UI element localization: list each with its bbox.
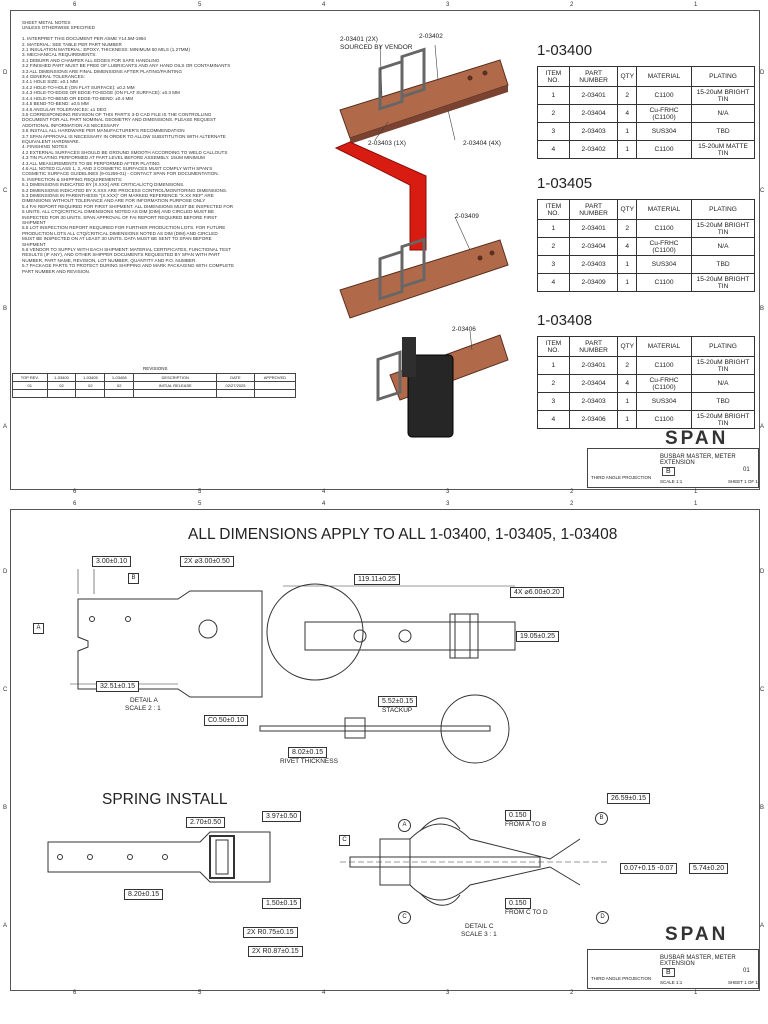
note-line: 3.4.1 HOLE SIZE: ±0.1 MM	[22, 79, 78, 85]
zone-label-bottom: 1	[694, 489, 698, 495]
detail-c-scale: SCALE 3 : 1	[461, 931, 497, 938]
bom-row	[538, 238, 755, 256]
bom-header: MATERIAL	[637, 200, 692, 220]
bom-cell: 2-03404	[569, 105, 618, 123]
title-block-size: B	[662, 467, 675, 476]
note-line: 3.3 ALL DIMENSIONS ARE FINAL DIMENSIONS AFTER PLATING/PAINTING	[22, 68, 183, 74]
bom-header: ITEM NO.	[538, 200, 570, 220]
title-block	[587, 448, 759, 488]
bom-cell: 15-20uM BRIGHT TIN	[692, 87, 755, 105]
zone-label-bottom: 4	[322, 990, 326, 996]
bom-cell: SUS304	[637, 256, 692, 274]
rev-header: 1-03400	[47, 374, 76, 382]
zone-label-side: B	[760, 805, 765, 811]
fcf-0-150-c-to-d: 0.150	[505, 898, 531, 909]
dim-2x-r0-75: 2X R0.75±0.15	[243, 927, 298, 938]
bom-header: PLATING	[692, 200, 755, 220]
note-line: SHIPMENT	[22, 241, 46, 247]
rev-cell: 02	[105, 382, 134, 390]
point-a-marker: A	[398, 819, 411, 832]
note-line: 3.4.4 HOLE-TO-BEND OR EDGE-TO-BEND: ±0.4 MM	[22, 95, 134, 101]
datum-c: C	[339, 835, 350, 846]
bom-cell: 15-20uM BRIGHT TIN	[692, 274, 755, 292]
rev-empty	[13, 390, 48, 398]
bom-cell: C1100	[637, 357, 692, 375]
bom-cell: 2	[538, 105, 570, 123]
bom-cell: 3	[538, 393, 570, 411]
spring-install-heading: SPRING INSTALL	[102, 791, 228, 808]
bom-cell: N/A	[692, 105, 755, 123]
zone-label-side: B	[3, 306, 8, 312]
drawing-sheet-1	[0, 0, 768, 498]
bom-cell: 2-03404	[569, 238, 618, 256]
bom-cell: 1	[618, 123, 637, 141]
rev-empty	[217, 390, 255, 398]
callout-2-03401: 2-03401 (2X)	[340, 36, 378, 43]
bom-header: ITEM NO.	[538, 67, 570, 87]
bom-cell: 4	[538, 141, 570, 159]
rev-empty	[105, 390, 134, 398]
dim-5-74: 5.74±0.20	[689, 863, 728, 874]
note-line: 2.1 INSULATION MATERIAL: EPOXY, THICKNESS: MINIMUM 50 MILS (1.27MM)	[22, 47, 190, 53]
bom-table	[537, 199, 755, 292]
bom-cell: Cu-FRHC (C1100)	[637, 238, 692, 256]
bom-cell: 2-03403	[569, 123, 618, 141]
rev-header: DATE	[217, 374, 255, 382]
bom-header: PLATING	[692, 67, 755, 87]
bom-cell: 2-03402	[569, 141, 618, 159]
zone-label-side: C	[3, 188, 8, 194]
bom-cell: 2-03403	[569, 256, 618, 274]
point-d-marker: D	[596, 911, 609, 924]
dim-0-07: 0.07+0.15 -0.07	[620, 863, 677, 874]
bom-cell: 2	[538, 375, 570, 393]
point-b-marker: B	[595, 812, 608, 825]
bom-cell: 2-03401	[569, 87, 618, 105]
note-line: 5.7 PACKAGE PARTS TO PROTECT DURING SHIPPING AND MARK PACKAGING WITH COMPLETE	[22, 263, 235, 269]
note-line: 5.2 DIMENSIONS INDICATED BY X.XXX ARE PROCESS CONTROL/MONITORING DIMENSIONS.	[22, 187, 228, 193]
bom-cell: Cu-FRHC (C1100)	[637, 105, 692, 123]
note-line: 4. FINISHING NOTES	[22, 144, 68, 150]
rev-header: DESCRIPTION	[134, 374, 217, 382]
dim-8-02: 8.02±0.15	[288, 747, 327, 758]
rev-header: APPROVED	[254, 374, 295, 382]
bom-cell: 2	[618, 87, 637, 105]
note-line: 3.6 INSTALL ALL HARDWARE PER MANUFACTURER'S RECOMMENDATION	[22, 128, 185, 134]
zone-label-bottom: 4	[322, 489, 326, 495]
note-line: 1. INTERPRET THIS DOCUMENT PER ASME Y14.5M-1994	[22, 36, 146, 42]
note-line: SHEET METAL NOTES	[22, 20, 71, 25]
zone-label-bottom: 5	[198, 990, 202, 996]
dim-3-00: 3.00±0.10	[92, 556, 131, 567]
bom-cell: 2	[618, 357, 637, 375]
zone-label-top: 4	[322, 2, 326, 8]
note-line: 3.2 FINISHED PART MUST BE FREE OF LUBRICANTS AND ANY HAND OILS OR CONTAMINANTS	[22, 63, 231, 69]
title-block-sheet: SHEET 1 OF 1	[728, 980, 758, 985]
zone-label-side: D	[760, 569, 765, 575]
zone-label-bottom: 3	[446, 990, 450, 996]
bom-header: PLATING	[692, 337, 755, 357]
bom-row	[538, 141, 755, 159]
bom-cell: 2	[618, 220, 637, 238]
bom-row	[538, 411, 755, 429]
zone-label-side: A	[760, 923, 765, 929]
bom-table	[537, 336, 755, 429]
note-line: ADDITIONAL INFORMATION AS NECESSARY	[22, 122, 120, 128]
bom-cell: 2-03401	[569, 357, 618, 375]
zone-label-top: 6	[73, 2, 77, 8]
note-line: 3.4.3 HOLE-TO-EDGE OR EDGE-TO-EDGE (ON FLAT SURFACE): ±0.3 MM	[22, 90, 180, 96]
bom-header: PART NUMBER	[569, 67, 618, 87]
zone-label-top: 3	[446, 2, 450, 8]
rev-empty	[134, 390, 217, 398]
note-line: NUMBER, PART NAME, REVISION, LOT NUMBER, QUANTITY AND P.O. NUMBER.	[22, 257, 197, 263]
title-block-rev: 01	[743, 968, 750, 974]
zone-label-top: 6	[73, 501, 77, 507]
rev-header: TOP REV.	[13, 374, 48, 382]
zone-label-bottom: 6	[73, 489, 77, 495]
bom-row	[538, 357, 755, 375]
rev-empty	[47, 390, 76, 398]
bom-cell: Cu-FRHC (C1100)	[637, 375, 692, 393]
bom-cell: TBD	[692, 123, 755, 141]
callout-2-03402: 2-03402	[419, 33, 443, 40]
dim-5-52-stackup: 5.52±0.15	[378, 696, 417, 707]
dim-c0-50: C0.50±0.10	[204, 715, 248, 726]
note-line: 2. MATERIAL: SEE TABLE PER PART NUMBER	[22, 41, 122, 47]
dim-119-11: 119.11±0.25	[354, 574, 400, 585]
rev-empty	[76, 390, 105, 398]
note-line: 4.2 EXTERNAL SURFACES SHOULD BE GROUND SMOOTH ACCORDING TO WELD CALLOUTS	[22, 149, 228, 155]
dim-2-70: 2.70±0.50	[186, 817, 225, 828]
zone-label-side: A	[3, 923, 8, 929]
bom-cell: 4	[618, 375, 637, 393]
note-line: 5. INSPECTION & SHIPPING REQUIREMENTS:	[22, 176, 123, 182]
note-line: PART NUMBER AND REVISION.	[22, 268, 91, 274]
note-line: DOCUMENT FOR ALL PART NOMINAL GEOMETRY AND DIMENSIONS. PLEASE REQUEST	[22, 117, 216, 123]
bom-row	[538, 220, 755, 238]
zone-label-bottom: 6	[73, 990, 77, 996]
note-line: 3.5 CORRESPONDING REVISION OF THIS PART'S 3-D CAD FILE IS THE CONTROLLING	[22, 111, 212, 117]
bom-cell: SUS304	[637, 123, 692, 141]
note-line: 4.6 ALL NOTED CLASS 1, 2, AND 3 COSMETIC SURFACES MUST COMPLY WITH SPAN'S	[22, 165, 213, 171]
dim-2x-r0-87: 2X R0.87±0.15	[248, 946, 303, 957]
bom-cell: 4	[618, 238, 637, 256]
stackup-label: STACKUP	[382, 707, 413, 714]
bom-cell: 15-20uM MATTE TIN	[692, 141, 755, 159]
bom-cell: 2-03403	[569, 393, 618, 411]
note-line: 5.5 LOT INSPECTION REPORT REQUIRED FOR FURTHER PRODUCTION LOTS. FOR FUTURE	[22, 225, 226, 231]
bom-header: MATERIAL	[637, 337, 692, 357]
bom-header: PART NUMBER	[569, 337, 618, 357]
zone-label-side: B	[760, 306, 765, 312]
rev-cell	[254, 382, 295, 390]
bom-row	[538, 274, 755, 292]
bom-row	[538, 123, 755, 141]
note-line: 5.6 VENDOR TO SUPPLY WITH EACH SHIPMENT: MATERIAL CERTIFICATES, FUNCTIONAL TEST	[22, 247, 232, 253]
zone-label-top: 5	[198, 501, 202, 507]
bom-cell: 1	[618, 141, 637, 159]
zone-label-bottom: 3	[446, 489, 450, 495]
callout-2-03404: 2-03404 (4X)	[463, 140, 501, 147]
bom-cell: C1100	[637, 274, 692, 292]
zone-label-side: A	[3, 424, 8, 430]
bom-row	[538, 393, 755, 411]
bom-cell: C1100	[637, 220, 692, 238]
note-line: 5 UNITS. ALL CTQ/CRITICAL DIMENSIONS NOTED AS DIM (DIM) AND CIRCLED MUST BE	[22, 209, 215, 215]
title-block-projection: THIRD ANGLE PROJECTION	[591, 976, 652, 981]
dim-8-20: 8.20±0.15	[124, 889, 163, 900]
bom-cell: N/A	[692, 238, 755, 256]
zone-label-side: B	[3, 805, 8, 811]
bom-cell: 2	[538, 238, 570, 256]
note-line: EQUIVALENT HARDWARE.	[22, 138, 80, 144]
note-line: 3. MECHANICAL REQUIREMENTS:	[22, 52, 97, 58]
note-line: 3.4.5 BEND-TO-BEND: ±0.5 MM	[22, 101, 89, 107]
busbar-flat-view	[30, 559, 270, 709]
sheet-metal-notes	[22, 20, 312, 274]
bom-cell: 4	[618, 105, 637, 123]
note-line: 3.7 SPAN APPROVAL IS NECESSARY IN ORDER TO ALLOW SUBSTITUTION WITH ALTERNATE	[22, 133, 226, 139]
assembly-title: 1-03405	[537, 175, 593, 192]
zone-label-side: C	[3, 687, 8, 693]
note-line: DIMENSIONS WITHOUT TOLERANCE AND ARE FOR INFORMATION PURPOSE ONLY	[22, 198, 206, 204]
note-line: PRODUCTION LOTS ALL CTQ/CRITICAL DIMENSIONS NOTED AS DIM (DIM) AND CIRCLED	[22, 230, 218, 236]
note-line: RESULTS (IF ANY), AND OTHER SHIPPER DOCUMENTS REQUESTED BY SPAN WITH PART	[22, 252, 221, 258]
bom-cell: 3	[538, 123, 570, 141]
note-line: SHIPMENT	[22, 220, 46, 226]
bom-cell: 2-03401	[569, 220, 618, 238]
bom-cell: TBD	[692, 393, 755, 411]
bom-cell: 1	[538, 220, 570, 238]
zone-label-top: 1	[694, 501, 698, 507]
bom-cell: 1	[538, 357, 570, 375]
spring-install-plan-view	[40, 824, 290, 934]
from-a-to-b: FROM A TO B	[505, 821, 547, 828]
bom-cell: TBD	[692, 256, 755, 274]
rev-cell: INITIAL RELEASE	[134, 382, 217, 390]
dim-3-97: 3.97±0.50	[262, 811, 301, 822]
revisions-title: REVISIONS	[143, 366, 168, 371]
bom-row	[538, 105, 755, 123]
note-line: 3.4.6 ANGULAR TOLERANCES: ±1 DEG	[22, 106, 107, 112]
zone-label-bottom: 5	[198, 489, 202, 495]
bom-row	[538, 256, 755, 274]
zone-label-top: 3	[446, 501, 450, 507]
assembly-render-1-03405	[330, 140, 530, 330]
zone-label-side: D	[3, 70, 8, 76]
bom-row	[538, 375, 755, 393]
bom-header: QTY	[618, 67, 637, 87]
zone-label-bottom: 2	[570, 489, 574, 495]
rev-empty	[254, 390, 295, 398]
rev-header: 1-03408	[105, 374, 134, 382]
datum-a: A	[33, 623, 44, 634]
note-line: 3.4.2 HOLE-TO-HOLE (ON FLAT SURFACE): ±0.2 MM	[22, 84, 135, 90]
from-c-to-d: FROM C TO D	[505, 909, 548, 916]
note-line: MUST BE INSPECTED ON AT LEAST 30 UNITS. DATA MUST BE SENT TO SPAN BEFORE	[22, 236, 212, 242]
title-block-rev: 01	[743, 467, 750, 473]
bom-cell: 2-03404	[569, 375, 618, 393]
title-block-title: BUSBAR MASTER, METER EXTENSION	[660, 454, 736, 466]
callout-sourced-by-vendor: SOURCED BY VENDOR	[340, 44, 413, 51]
rev-cell: 02/27/2025	[217, 382, 255, 390]
sheet-2-heading: ALL DIMENSIONS APPLY TO ALL 1-03400, 1-03405, 1-03408	[188, 526, 618, 543]
detail-a-label: DETAIL A	[130, 697, 158, 704]
zone-label-top: 1	[694, 2, 698, 8]
dim-4x-dia-6-00: 4X ⌀6.00±0.20	[510, 587, 564, 598]
bom-cell: 1	[618, 256, 637, 274]
assembly-title: 1-03408	[537, 312, 593, 329]
zone-label-top: 2	[570, 2, 574, 8]
zone-label-side: C	[760, 188, 765, 194]
drawing-sheet-2	[0, 499, 768, 1009]
rivet-thickness-label: RIVET THICKNESS	[280, 758, 338, 765]
dim-1-50: 1.50±0.15	[262, 898, 301, 909]
span-logo: SPAN	[665, 924, 729, 945]
zone-label-bottom: 1	[694, 990, 698, 996]
zone-label-side: D	[760, 70, 765, 76]
zone-label-side: C	[760, 687, 765, 693]
note-line: 3.1 DEBURR AND CHAMFER ALL EDGES FOR SAFE HANDLING	[22, 57, 160, 63]
callout-2-03406: 2-03406	[452, 326, 476, 333]
bom-header: QTY	[618, 337, 637, 357]
zone-label-top: 4	[322, 501, 326, 507]
title-block-projection: THIRD ANGLE PROJECTION	[591, 475, 652, 480]
bom-cell: 15-20uM BRIGHT TIN	[692, 357, 755, 375]
rev-cell: 02	[47, 382, 76, 390]
fcf-0-150-a-to-b: 0.150	[505, 810, 531, 821]
bom-cell: 1	[618, 274, 637, 292]
dim-26-59: 26.59±0.15	[607, 793, 650, 804]
note-line: 4.3 TIN PLATING PERFORMED AT PART LEVEL BEFORE ASSEMBLY. 15UM MINIMUM	[22, 155, 205, 161]
zone-label-side: D	[3, 569, 8, 575]
title-block-sheet: SHEET 1 OF 1	[728, 479, 758, 484]
title-block-size: B	[662, 968, 675, 977]
note-line: 4.3 ALL MEASUREMENTS TO BE PERFORMED AFTER PLATING	[22, 160, 160, 166]
rev-cell: 02	[76, 382, 105, 390]
callout-2-03409: 2-03409	[455, 213, 479, 220]
bom-header: PART NUMBER	[569, 200, 618, 220]
point-c-marker: C	[398, 911, 411, 924]
note-line: 5.4 FAI REPORT REQUIRED FOR FIRST SHIPMENT. ALL DIMENSIONS MUST BE INSPECTED FOR	[22, 203, 234, 209]
title-block-scale: SCALE 1:1	[660, 479, 683, 484]
bom-header: MATERIAL	[637, 67, 692, 87]
note-line: UNLESS OTHERWISE SPECIFIED	[22, 25, 95, 31]
zone-label-top: 5	[198, 2, 202, 8]
bom-header: ITEM NO.	[538, 337, 570, 357]
dim-2x-dia-3-00: 2X ⌀3.00±0.50	[180, 556, 234, 567]
bom-cell: 3	[538, 256, 570, 274]
bom-cell: 1	[538, 87, 570, 105]
bom-cell: 15-20uM BRIGHT TIN	[692, 220, 755, 238]
bom-cell: SUS304	[637, 393, 692, 411]
bom-cell: C1100	[637, 411, 692, 429]
rev-header: 1-03405	[76, 374, 105, 382]
dim-19-05: 19.05±0.25	[516, 631, 559, 642]
assembly-title: 1-03400	[537, 42, 593, 59]
title-block-title: BUSBAR MASTER, METER EXTENSION	[660, 955, 736, 967]
bom-row	[538, 87, 755, 105]
assembly-render-1-03400	[330, 40, 530, 150]
span-logo: SPAN	[665, 428, 729, 449]
revisions-table	[12, 373, 296, 398]
title-block	[587, 949, 759, 989]
title-block-scale: SCALE 1:1	[660, 980, 683, 985]
bom-cell: 2-03406	[569, 411, 618, 429]
rev-cell: 01	[13, 382, 48, 390]
bom-cell: 15-20uM BRIGHT TIN	[692, 411, 755, 429]
bom-cell: 4	[538, 411, 570, 429]
bom-cell: 1	[618, 393, 637, 411]
detail-c-label: DETAIL C	[465, 923, 494, 930]
callout-2-03403: 2-03403 (1X)	[368, 140, 406, 147]
detail-a-scale: SCALE 2 : 1	[125, 705, 161, 712]
zone-label-side: A	[760, 424, 765, 430]
datum-b: B	[128, 573, 139, 584]
note-line: COSMETIC SURFACE GUIDELINES (9-01259-01) - CONTACT SPAN FOR DOCUMENTATION.	[22, 171, 219, 177]
bom-cell: C1100	[637, 141, 692, 159]
zone-label-top: 2	[570, 501, 574, 507]
zone-label-bottom: 2	[570, 990, 574, 996]
note-line: 3.4 GENERAL TOLERANCES:	[22, 74, 85, 80]
bom-cell: C1100	[637, 87, 692, 105]
assembly-render-1-03408	[330, 325, 530, 445]
note-line: 5.1 DIMENSIONS INDICATED BY [X.XXX] ARE CRITICAL/CTQ DIMENSIONS.	[22, 182, 185, 188]
bom-cell: 1	[618, 411, 637, 429]
note-line: INSPECTED FOR 30 UNITS. SPAN APPROVAL OF FAI REPORT REQUIRED BEFORE FIRST	[22, 214, 218, 220]
bom-cell: 4	[538, 274, 570, 292]
bom-table	[537, 66, 755, 159]
bom-header: QTY	[618, 200, 637, 220]
note-line: 5.3 DIMENSIONS IN PARENTHESIS "(X.XXX)" OR MARKED REFERENCE "X.XX REF" ARE	[22, 193, 214, 198]
bom-cell: N/A	[692, 375, 755, 393]
bom-cell: 2-03409	[569, 274, 618, 292]
dim-32-51: 32.51±0.15	[96, 681, 139, 692]
